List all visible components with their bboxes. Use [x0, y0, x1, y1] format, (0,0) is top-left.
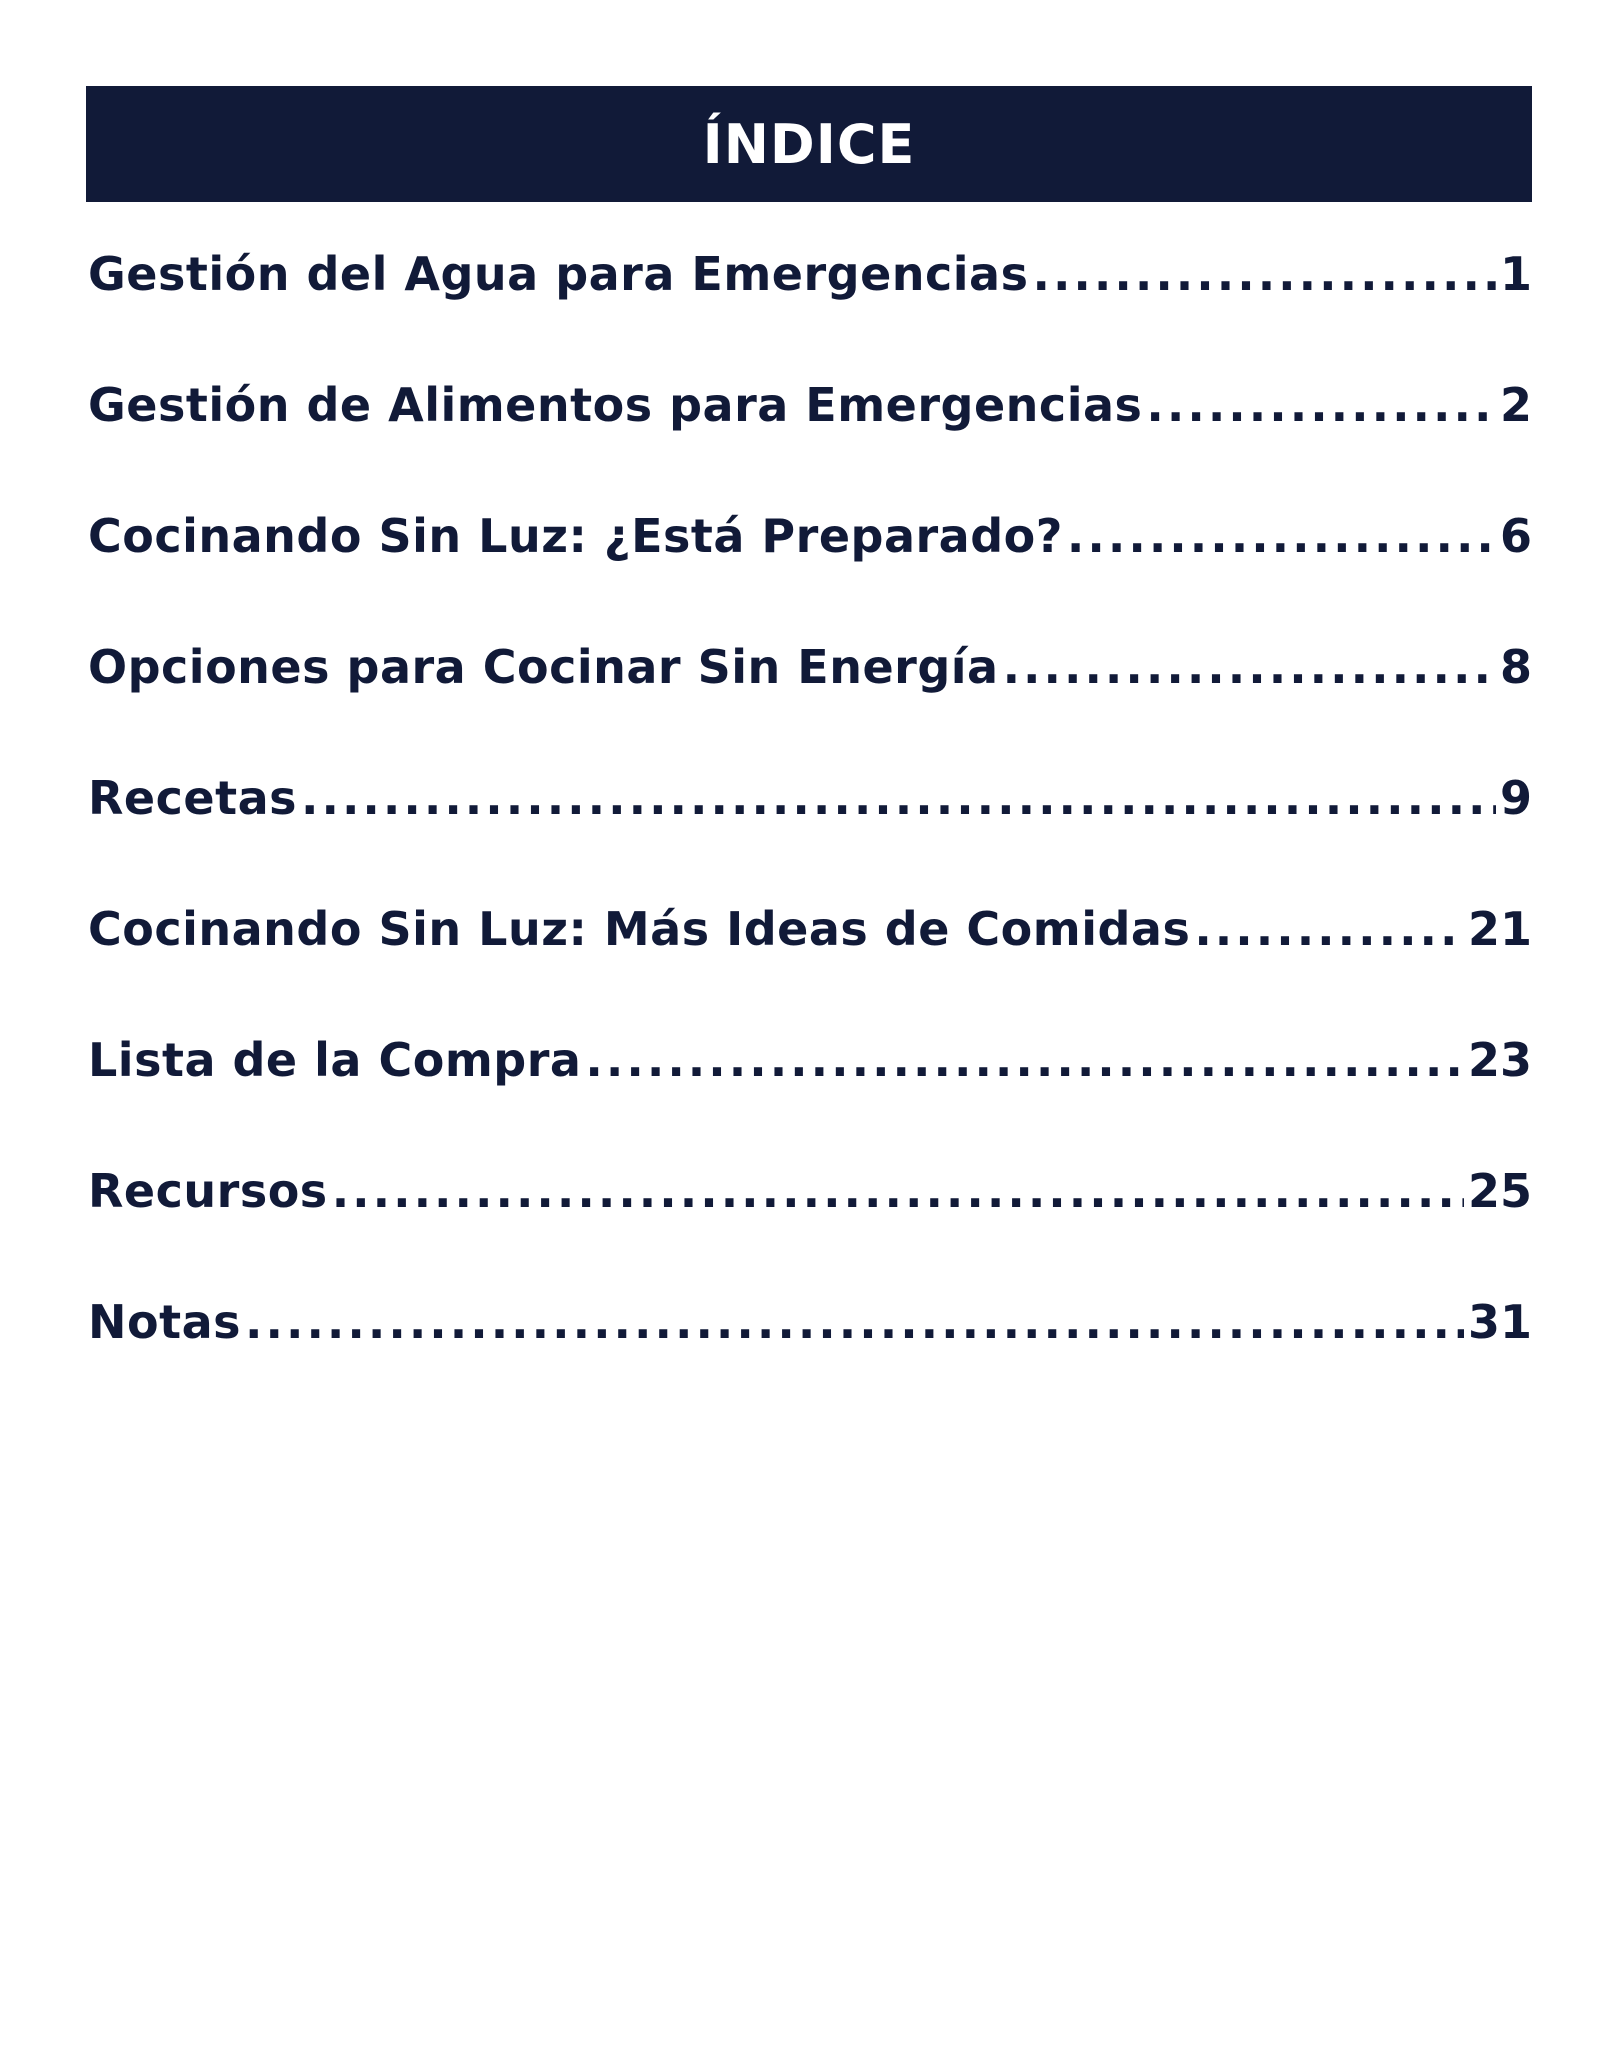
toc-entry[interactable]	[88, 1295, 1532, 1426]
toc-dot-leader	[1067, 509, 1496, 563]
table-of-contents	[88, 247, 1532, 1426]
toc-entry-title: Gestión de Alimentos para Emergencias	[88, 378, 1143, 432]
toc-entry-title: Cocinando Sin Luz: Más Ideas de Comidas	[88, 902, 1191, 956]
toc-entry[interactable]	[88, 1033, 1532, 1164]
toc-entry-title: Recetas	[88, 771, 297, 825]
toc-dot-leader	[1003, 640, 1496, 694]
toc-dot-leader	[1146, 378, 1496, 432]
toc-dot-leader	[585, 1033, 1464, 1087]
toc-entry[interactable]	[88, 509, 1532, 640]
toc-entry[interactable]	[88, 378, 1532, 509]
toc-entry-page: 2	[1499, 378, 1532, 432]
toc-entry-page: 9	[1499, 771, 1532, 825]
toc-entry-page: 21	[1467, 902, 1532, 956]
toc-entry-title: Gestión del Agua para Emergencias	[88, 247, 1029, 301]
toc-entry[interactable]	[88, 640, 1532, 771]
toc-entry-title: Lista de la Compra	[88, 1033, 582, 1087]
toc-entry-page: 8	[1499, 640, 1532, 694]
page-title: ÍNDICE	[702, 112, 916, 176]
toc-entry[interactable]	[88, 247, 1532, 378]
toc-dot-leader	[301, 771, 1496, 825]
header-banner	[86, 86, 1532, 202]
toc-entry[interactable]	[88, 771, 1532, 902]
toc-dot-leader	[1032, 247, 1496, 301]
toc-entry-page: 23	[1467, 1033, 1532, 1087]
toc-entry-title: Cocinando Sin Luz: ¿Está Preparado?	[88, 509, 1063, 563]
toc-entry-title: Notas	[88, 1295, 242, 1349]
toc-entry-page: 25	[1467, 1164, 1532, 1218]
toc-entry[interactable]	[88, 1164, 1532, 1295]
toc-entry-page: 31	[1467, 1295, 1532, 1349]
toc-dot-leader	[332, 1164, 1464, 1218]
toc-entry-title: Recursos	[88, 1164, 328, 1218]
toc-entry-title: Opciones para Cocinar Sin Energía	[88, 640, 999, 694]
toc-entry-page: 1	[1499, 247, 1532, 301]
toc-entry-page: 6	[1499, 509, 1532, 563]
toc-dot-leader	[1194, 902, 1464, 956]
toc-entry[interactable]	[88, 902, 1532, 1033]
toc-dot-leader	[245, 1295, 1464, 1349]
